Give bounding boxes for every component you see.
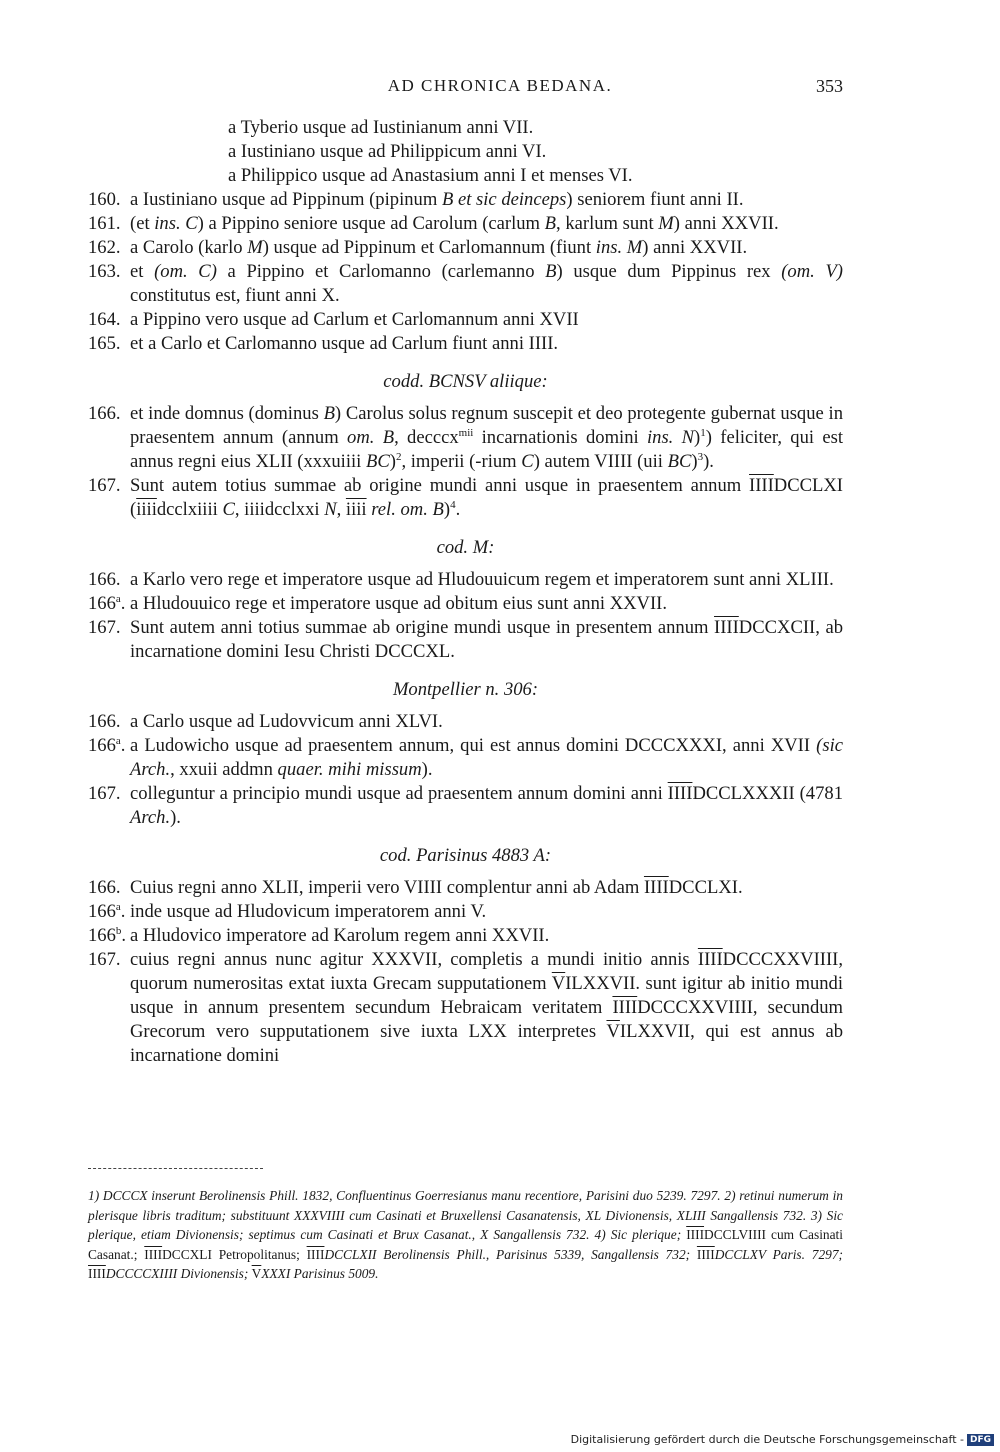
funding-text: Digitalisierung gefördert durch die Deutsche Forschungsgemeinschaft - bbox=[570, 1433, 964, 1446]
entry-number: 166. bbox=[88, 711, 121, 732]
entry-text: a Hludovico imperatore ad Karolum regem anni XXVII. bbox=[130, 925, 550, 946]
entry-number: 166$^a$. bbox=[88, 592, 126, 614]
entry-166a bbox=[88, 734, 843, 782]
entry-167 bbox=[88, 474, 843, 522]
footnote-3: 3) Sic plerique, etiam Divionensis; septimus cum Casinati et Brux Casanat., X Sangallensis 732. bbox=[88, 1207, 843, 1242]
entry-number: 166$^a$. bbox=[88, 900, 126, 922]
running-header bbox=[0, 76, 1000, 102]
entry-number: 164. bbox=[88, 309, 121, 330]
entry-166 bbox=[88, 568, 843, 592]
entry-number: 167. bbox=[88, 783, 121, 804]
footnotes bbox=[88, 1186, 843, 1284]
entry-text: et inde domnus (dominus B) Carolus solus regnum suscepit et deo protegente gubernat usque in praesentem annum (annum om. B, decccx$^{mii}$ incarnationis domini ins. N)$^1$) feliciter, qui est annus regni eius XLII (xxxuiiii BC)$^2$, imperii (-rium C) autem VIIII (uii BC)$^3$). bbox=[130, 403, 844, 472]
entry-number: 166. bbox=[88, 569, 121, 590]
section-heading: codd. BCNSV aliique: bbox=[383, 371, 548, 392]
footnote-separator bbox=[88, 1168, 263, 1170]
dfg-logo: DFG bbox=[967, 1434, 994, 1446]
footnote-1: 1) DCCCX inserunt Berolinensis Phill. 1832, Confluentinus Goerresianus manu recentiore, Parisini duo 5239. 7297. bbox=[88, 1188, 721, 1203]
entry-number: 161. bbox=[88, 213, 121, 234]
entry-number: 167. bbox=[88, 617, 121, 638]
entry-number: 167. bbox=[88, 475, 121, 496]
entry-166 bbox=[88, 710, 843, 734]
entry-162 bbox=[88, 236, 843, 260]
entry-167 bbox=[88, 616, 843, 664]
section-heading: Montpellier n. 306: bbox=[392, 679, 539, 700]
footnote-4: 4) Sic plerique; IIIIDCCLVIIII cum Casinati Casanat.; IIIIDCCXLI Petropolitanus; IIIIDCCLXII Berolinensis Phill., Parisinus 5339, Sangallensis 732; IIIIDCCLXV Paris. 7297; IIIIDCCCCXIIII Divionensis; $\overline{V}XXXI$ Parisinus 5009. bbox=[88, 1227, 844, 1281]
entry-text: et (om. C) a Pippino et Carlomanno (carlemanno B) usque dum Pippinus rex (om. V) constitutus est, fiunt anni X. bbox=[130, 261, 843, 306]
entry-number: 166. bbox=[88, 877, 121, 898]
entry-number: 163. bbox=[88, 261, 121, 282]
entry-166a bbox=[88, 900, 843, 924]
entry-text: a Carlo usque ad Ludovvicum anni XLVI. bbox=[130, 711, 443, 732]
entry-166 bbox=[88, 876, 843, 900]
entry-165 bbox=[88, 332, 843, 356]
entry-167 bbox=[88, 948, 843, 1068]
entry-163 bbox=[88, 260, 843, 308]
entry-text: a Karlo vero rege et imperatore usque ad Hludouuicum regem et imperatorem sunt anni XLIII. bbox=[130, 569, 834, 590]
entry-text: a Pippino vero usque ad Carlum et Carlomannum anni XVII bbox=[130, 309, 579, 330]
running-title: AD CHRONICA BEDANA. bbox=[387, 76, 613, 95]
entry-text: a Iustiniano usque ad Pippinum (pipinum B et sic deinceps) seniorem fiunt anni II. bbox=[130, 189, 744, 210]
entry-number: 166$^b$. bbox=[88, 924, 127, 946]
entry-text: et a Carlo et Carlomanno usque ad Carlum fiunt anni IIII. bbox=[130, 333, 559, 354]
section-heading: cod. Parisinus 4883 A: bbox=[379, 845, 552, 866]
entry-text: Cuius regni anno XLII, imperii vero VIIII complentur anni ab Adam IIIIDCCLXI. bbox=[130, 877, 743, 898]
entry-text: a Carolo (karlo M) usque ad Pippinum et Carlomannum (fiunt ins. M) anni XXVII. bbox=[130, 237, 748, 258]
funding-notice bbox=[571, 1433, 994, 1446]
text-line: a Tyberio usque ad Iustinianum anni VII. bbox=[228, 117, 534, 138]
entry-number: 160. bbox=[88, 189, 121, 210]
entry-166b bbox=[88, 924, 843, 948]
section-heading: cod. M: bbox=[436, 537, 495, 558]
footnote-2: 2) retinui numerum in plerisque libris traditum; substituunt XXXVIIII cum Casinati et Bruxellensi Casanatensis, XL Divionensis, XLIII Sangallensis 732. bbox=[88, 1188, 843, 1223]
text-line: a Philippico usque ad Anastasium anni I et menses VI. bbox=[228, 165, 633, 186]
text-line: a Iustiniano usque ad Philippicum anni VI. bbox=[228, 141, 547, 162]
entry-text: (et ins. C) a Pippino seniore usque ad Carolum (carlum B, karlum sunt M) anni XXVII. bbox=[130, 213, 779, 234]
entry-161 bbox=[88, 212, 843, 236]
main-text bbox=[88, 116, 843, 1068]
entry-number: 167. bbox=[88, 949, 121, 970]
entry-166 bbox=[88, 402, 843, 474]
entry-text: inde usque ad Hludovicum imperatorem anni V. bbox=[130, 901, 487, 922]
entry-text: cuius regni annus nunc agitur XXXVII, completis a mundi initio annis IIIIDCCCXXVIIII, quorum numerositas extat iuxta Grecam supputationem $\overline{V}ILXXVII$. sunt igitur ab initio mundi usque in annum presentem secundum Hebraicam veritatem IIIIDCCCXXVIIII, secundum Grecorum vero supputationem sive iuxta LXX interpretes $\overline{V}ILXXVII$, qui est annus ab incarnatione domini bbox=[130, 949, 844, 1066]
entry-166a bbox=[88, 592, 843, 616]
entry-text: Sunt autem totius summae ab origine mundi anni usque in praesentem annum IIIIDCCLXI (iiiidcclxiiii C, iiiidcclxxi N, iiii rel. om. B)$^4$. bbox=[130, 475, 843, 520]
entry-text: colleguntur a principio mundi usque ad praesentem annum domini anni IIIIDCCLXXXII (4781 Arch.). bbox=[130, 783, 843, 828]
entry-160 bbox=[88, 188, 843, 212]
entry-text: a Ludowicho usque ad praesentem annum, qui est annus domini DCCCXXXI, anni XVII (sic Arch., xxuii addmn quaer. mihi missum). bbox=[130, 735, 843, 780]
page-number: 353 bbox=[816, 76, 843, 96]
entry-number: 165. bbox=[88, 333, 121, 354]
entry-number: 166$^a$. bbox=[88, 734, 126, 756]
entry-text: Sunt autem anni totius summae ab origine mundi usque in presentem annum IIIIDCCXCII, ab incarnatione domini Iesu Christi DCCCXL. bbox=[130, 617, 843, 662]
entry-number: 162. bbox=[88, 237, 121, 258]
entry-164 bbox=[88, 308, 843, 332]
entry-167 bbox=[88, 782, 843, 830]
entry-text: a Hludouuico rege et imperatore usque ad obitum eius sunt anni XXVII. bbox=[130, 593, 668, 614]
entry-number: 166. bbox=[88, 403, 121, 424]
